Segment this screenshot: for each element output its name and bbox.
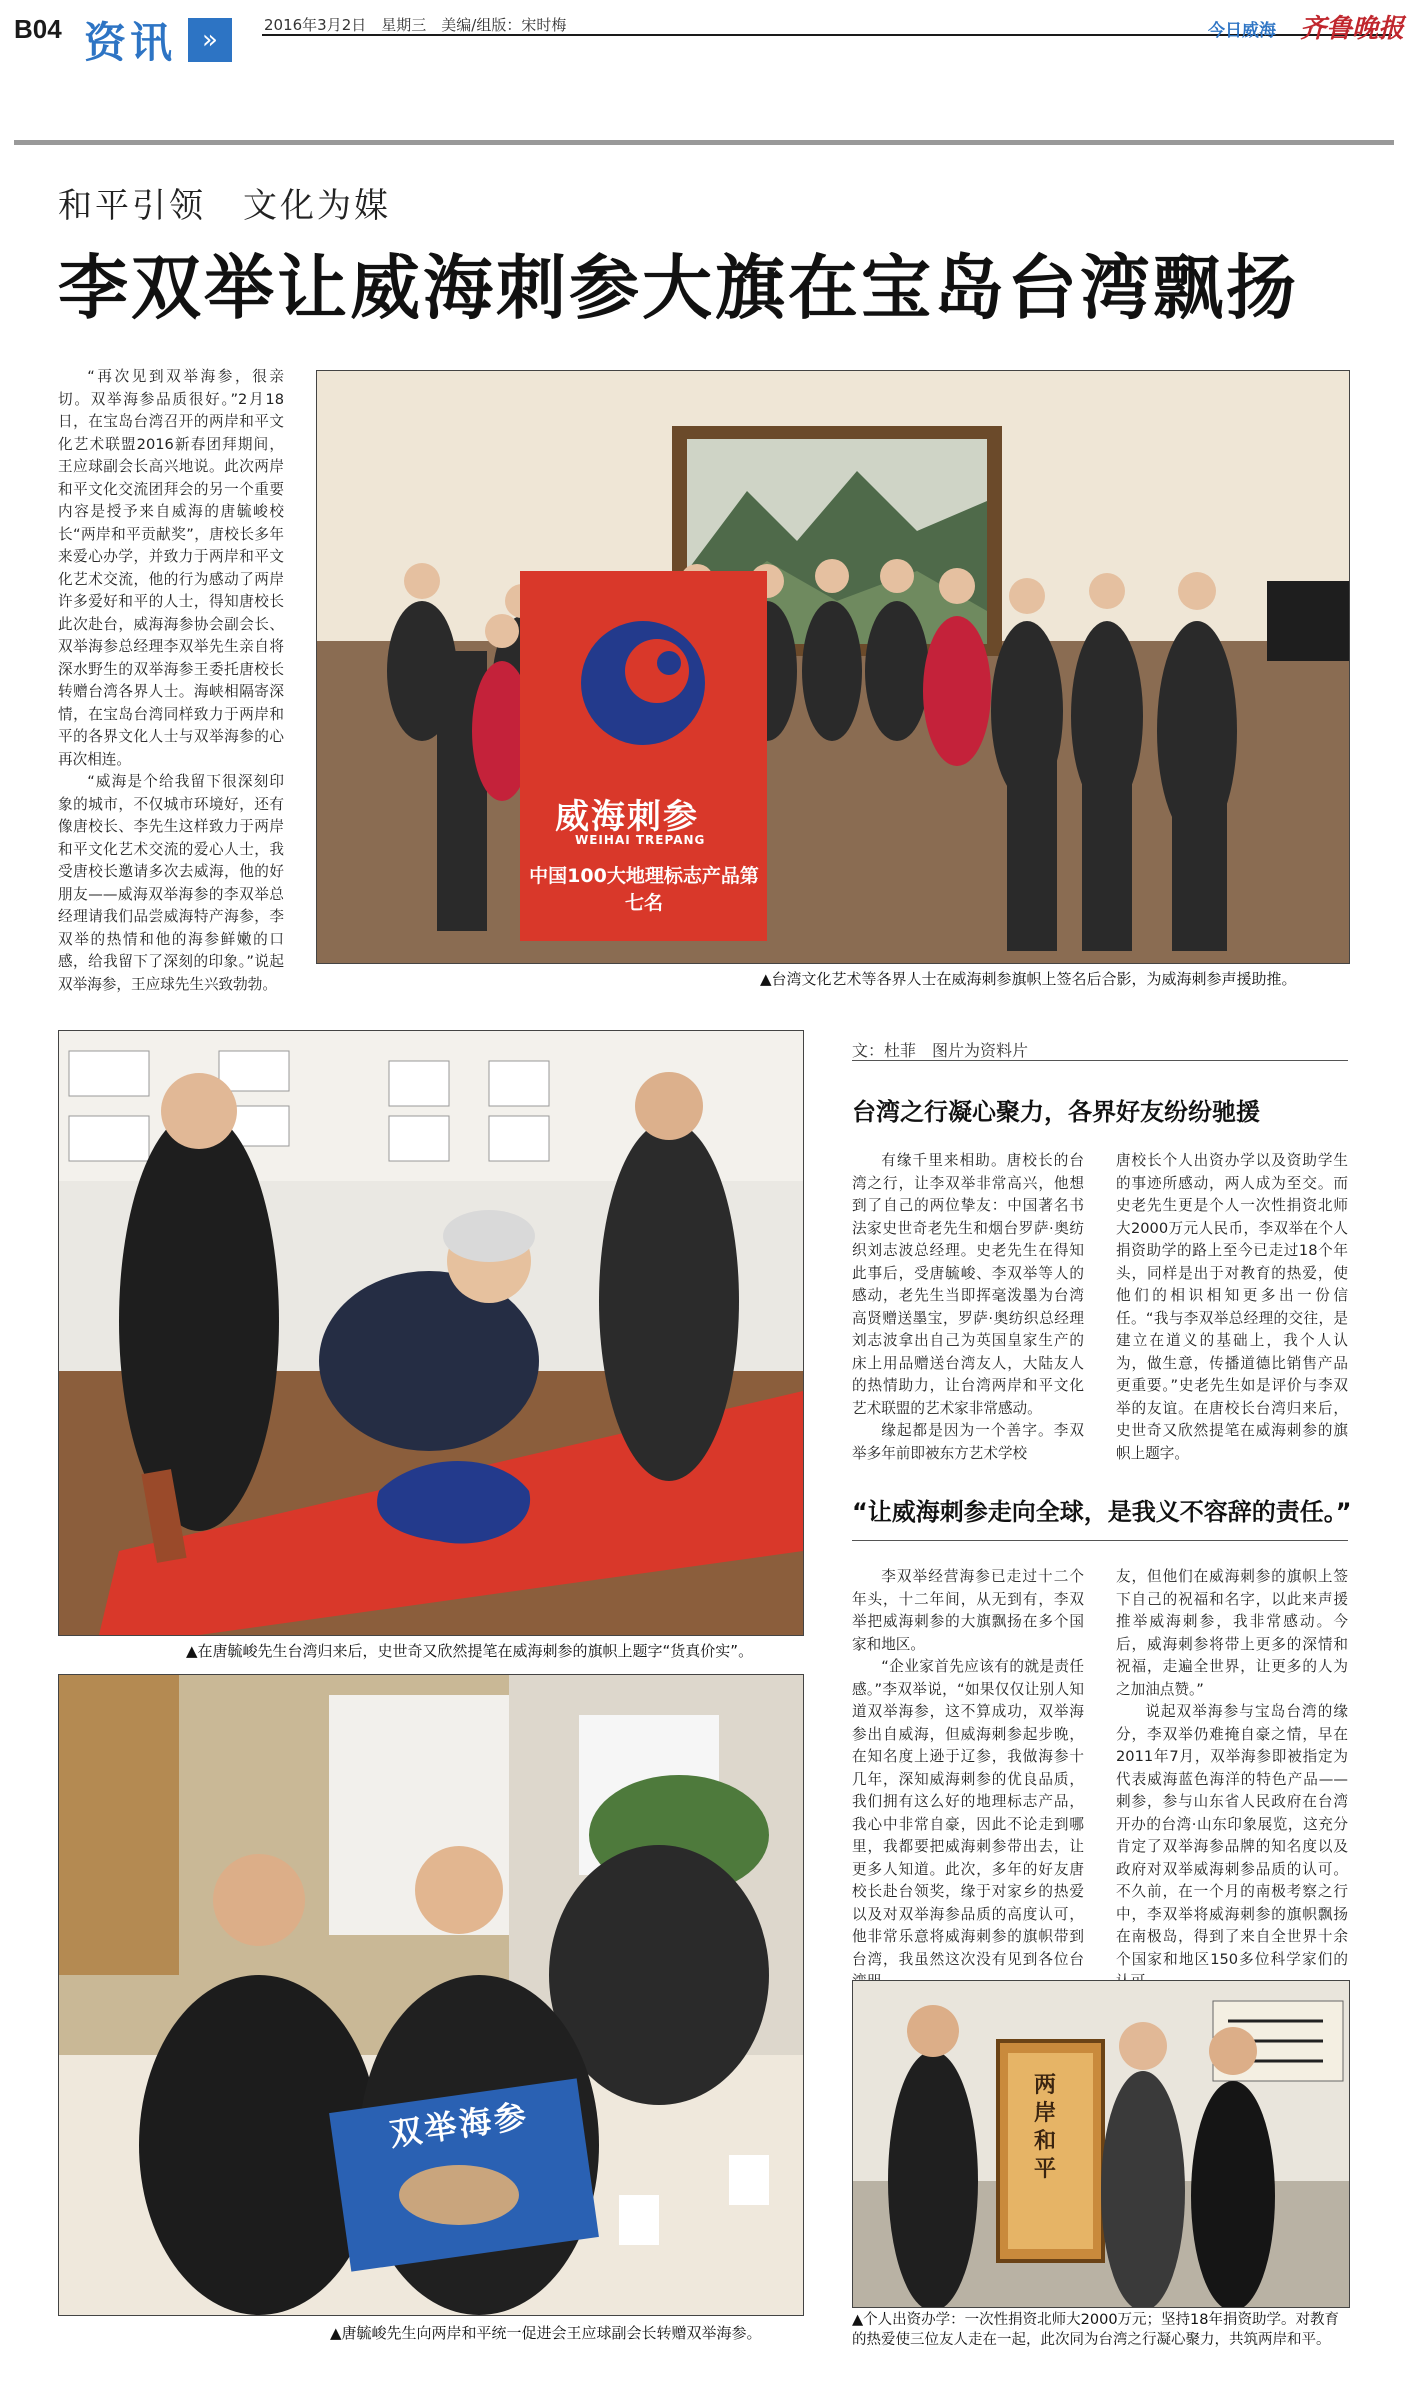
intro-paragraph: “再次见到双举海参，很亲切。双举海参品质很好。”2月18日，在宝岛台湾召开的两岸和平文化艺术联盟2016新春团拜期间，王应球副会长高兴地说。此次两岸和平文化交流团拜会的另一个重要内容是授予来自威海的唐毓峻校长“两岸和平贡献奖”，唐校长多年来爱心办学，并致力于两岸和平文化艺术交流，他的行为感动了两岸许多爱好和平的人士，得知唐校长此次赴台，威海海参协会副会长、双举海参总经理李双举先生亲自将深水野生的双举海参王委托唐校长转赠台湾各界人士。海峡相隔寄深情，在宝岛台湾同样致力于两岸和平的各界文化人士与双举海参的心再次相连。 <box>58 368 284 768</box>
article-title: 李双举让威海刺参大旗在宝岛台湾飘扬 <box>58 247 1299 329</box>
body-paragraph: 有缘千里来相助。唐校长的台湾之行，让李双举非常高兴，他想到了自己的两位挚友：中国著名书法家史世奇老先生和烟台罗萨·奥纺织刘志波总经理。史老先生在得知此事后，受唐毓峻、李双举等人的感动，老先生当即挥毫泼墨为台湾高贤赠送墨宝，罗萨·奥纺织总经理刘志波拿出自己为英国皇家生产的床上用品赠送台湾友人，大陆友人的热情助力，让台湾两岸和平文化艺术联盟的艺术家非常感动。 <box>852 1152 1084 1417</box>
intro-paragraph: “威海是个给我留下很深刻印象的城市，不仅城市环境好，还有像唐校长、李先生这样致力于两岸和平文化艺术交流的爱心人士，我受唐校长邀请多次去威海，他的好朋友——威海双举海参的李双举总经理请我们品尝威海特产海参，李双举的热情和他的海参鲜嫩的口感，给我留下了深刻的印象。”说起双举海参，王应球先生兴致勃勃。 <box>58 773 284 993</box>
section2-col2 <box>1116 1566 1348 1994</box>
section1-col2 <box>1116 1150 1348 1465</box>
article-subtitle: 和平引领 文化为媒 <box>58 186 391 226</box>
group-photo-caption: ▲台湾文化艺术等各界人士在威海刺参旗帜上签名后合影，为威海刺参声援助推。 <box>760 970 1297 988</box>
body-paragraph: 唐校长个人出资办学以及资助学生的事迹所感动，两人成为至交。而史老先生更是个人一次性捐资北师大2000万元人民币，李双举在个人捐资助学的路上至今已走过18个年头，同样是出于对教育的热爱，使他们的相识相知更多出一份信任。“我与李双举总经理的交往，是建立在道义的基础上，我个人认为，做生意，传播道德比销售产品更重要。”史老先生如是评价与李双举的友谊。在唐校长台湾归来后，史世奇又欣然提笔在威海刺参的旗帜上题字。 <box>1116 1152 1348 1462</box>
section-title: 资讯 <box>84 18 177 67</box>
body-paragraph: 缘起都是因为一个善字。李双举多年前即被东方艺术学校 <box>852 1422 1084 1462</box>
gift-photo-caption: ▲唐毓峻先生向两岸和平统一促进会王应球副会长转赠双举海参。 <box>330 2324 762 2342</box>
section2-col1 <box>852 1566 1084 1994</box>
body-paragraph: “企业家首先应该有的就是责任感。”李双举说，“如果仅仅让别人知道双举海参，这不算成功，双举海参出自威海，但威海刺参起步晚，在知名度上逊于辽参，我做海参十几年，深知威海刺参的优良品质，我们拥有这么好的地理标志产品，我心中非常自豪，因此不论走到哪里，我都要把威海刺参带出去，让更多人知道。此次，多年的好友唐校长赴台领奖，缘于对家乡的热爱以及对双举海参品质的高度认可，他非常乐意将威海刺参的旗帜带到台湾，我虽然这次没有见到各位台 <box>852 1658 1084 1968</box>
section-arrow-icon: » <box>188 18 232 62</box>
page-number: B04 <box>14 14 62 44</box>
date-info: 2016年3月2日 星期三 美编/组版：宋时梅 <box>264 16 567 34</box>
signing-photo-image <box>59 1031 803 1635</box>
section1-heading: 台湾之行凝心聚力，各界好友纷纷驰援 <box>852 1098 1260 1126</box>
calligraphy-photo-caption: ▲个人出资办学：一次性捐资北师大2000万元；坚持18年捐资助学。对教育的热爱使三位友人走在一起，此次同为台湾之行凝心聚力，共筑两岸和平。 <box>852 2312 1340 2348</box>
signing-photo <box>58 1030 804 1636</box>
body-paragraph: 说起双举海参与宝岛台湾的缘分，李双举仍难掩自豪之情，早在2011年7月，双举海参即被指定为代表威海蓝色海洋的特色产品——刺参，参与山东省人民政府在台湾开办的台湾·山东印象展览，这充分肯定了双举海参品牌的知名度以及政府对双举威海刺参品质的认可。不久前，在一个月的南极考察之行中，李双举将威海刺参的旗帜飘扬在南极岛，得到了来自全世界十余个国家和地区150多位科学家们的 <box>1116 1703 1348 1968</box>
scroll-text: 两岸和平 <box>1034 2072 1057 2182</box>
signing-photo-caption: ▲在唐毓峻先生台湾归来后，史世奇又欣然提笔在威海刺参的旗帜上题字“货真价实”。 <box>186 1642 754 1660</box>
quote-rule <box>852 1540 1348 1541</box>
body-paragraph: 李双举经营海参已走过十二个年头，十二年间，从无到有，李双举把威海刺参的大旗飘扬在多个国家和地区。 <box>852 1568 1084 1653</box>
calligraphy-photo-image <box>853 1981 1349 2307</box>
banner-slogan: 中国100大地理标志产品第七名 <box>529 865 759 914</box>
body-paragraph: 友，但他们在威海刺参的旗帜上签下自己的祝福和名字，以此来声援推举威海刺参，我非常感动。今后，威海刺参将带上更多的深情和祝福，走遍全世界，让更多的人为之加油点赞。” <box>1116 1568 1348 1698</box>
banner-brand: 威海刺参 <box>555 797 699 837</box>
gift-photo <box>58 1674 804 2316</box>
gift-box-label: 双举海参 <box>387 2096 532 2154</box>
group-photo <box>316 370 1350 964</box>
intro-column <box>58 366 284 996</box>
calligraphy-photo <box>852 1980 1350 2308</box>
top-divider <box>14 140 1394 145</box>
masthead-logo: 齐鲁晚报 <box>1300 14 1405 44</box>
section1-col1 <box>852 1150 1084 1465</box>
group-photo-image <box>317 371 1349 963</box>
byline: 文：杜菲 图片为资料片 <box>852 1041 1029 1060</box>
edition-label: 今日威海 <box>1208 21 1276 41</box>
quote-heading: “让威海刺参走向全球，是我义不容辞的责任。” <box>852 1498 1352 1526</box>
byline-rule <box>852 1060 1348 1061</box>
gift-photo-image <box>59 1675 803 2315</box>
banner-brand-en: WEIHAI TREPANG <box>575 833 706 847</box>
